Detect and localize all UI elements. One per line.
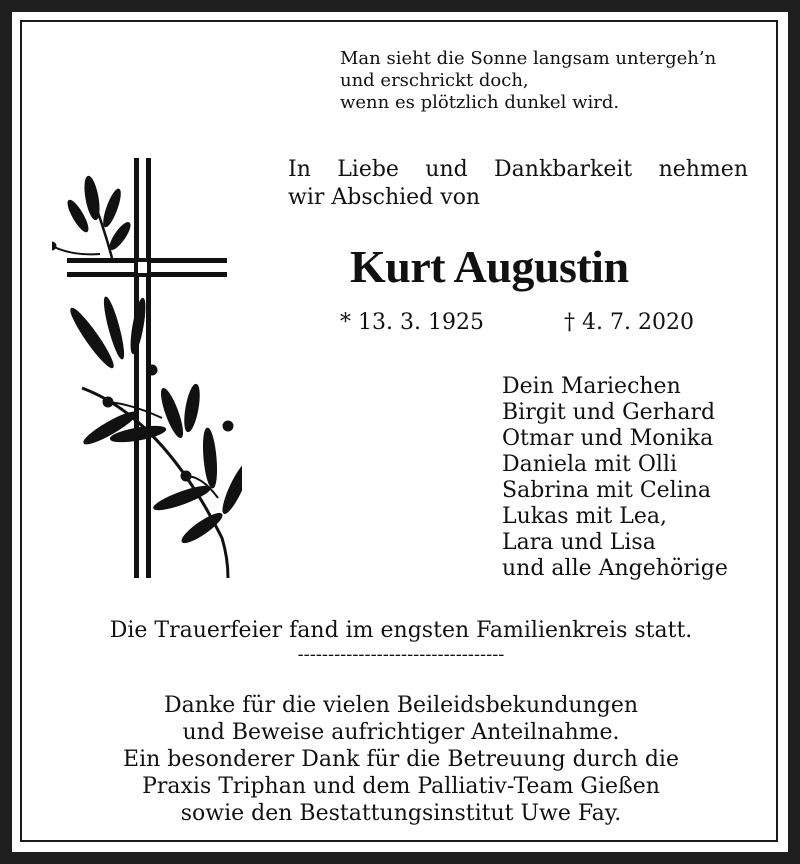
mourner: Daniela mit Olli xyxy=(502,452,678,477)
mourner: Otmar und Monika xyxy=(502,426,714,451)
mourner: Lukas mit Lea, xyxy=(502,504,667,529)
mourners-list xyxy=(502,374,728,582)
thanks-line: Danke für die vielen Beileidsbekundungen xyxy=(163,693,639,718)
intro-word: Liebe xyxy=(337,157,399,182)
notice-border xyxy=(20,20,778,842)
mourner: Birgit und Gerhard xyxy=(502,400,716,425)
thanks-line: Praxis Triphan und dem Palliativ-Team Gießen xyxy=(142,774,660,799)
poem-line: und erschrickt doch, xyxy=(340,70,529,91)
separator: ---------------------------------- xyxy=(297,644,505,665)
birth-date: * 13. 3. 1925 xyxy=(340,310,484,335)
mourner: Dein Mariechen xyxy=(502,374,681,399)
mourner: Lara und Lisa xyxy=(502,530,656,555)
mourner: und alle Angehörige xyxy=(502,556,728,581)
intro-word: nehmen xyxy=(658,157,748,182)
intro-word: und xyxy=(425,157,468,182)
thanks-line: Ein besonderer Dank für die Betreuung durch die xyxy=(123,747,679,772)
mourner: Sabrina mit Celina xyxy=(502,478,712,503)
intro-word: Dankbarkeit xyxy=(494,157,633,182)
intro-line-2: wir Abschied von xyxy=(288,185,481,210)
thanks-text xyxy=(22,692,780,827)
poem-line: Man sieht die Sonne langsam untergeh’n xyxy=(340,48,717,69)
intro-text xyxy=(288,156,748,212)
cross-with-palm-branches-icon xyxy=(52,158,242,588)
poem xyxy=(340,48,716,114)
thanks-line: sowie den Bestattungsinstitut Uwe Fay. xyxy=(180,801,622,826)
intro-line-1 xyxy=(288,156,748,184)
poem-line: wenn es plötzlich dunkel wird. xyxy=(340,92,620,113)
thanks-line: und Beweise aufrichtiger Anteilnahme. xyxy=(182,720,620,745)
death-date: † 4. 7. 2020 xyxy=(564,310,694,335)
service-note: Die Trauerfeier fand im engsten Familienkreis statt. xyxy=(109,618,693,643)
obituary-notice xyxy=(12,12,788,852)
intro-word: In xyxy=(288,157,311,182)
deceased-name: Kurt Augustin xyxy=(350,241,629,292)
